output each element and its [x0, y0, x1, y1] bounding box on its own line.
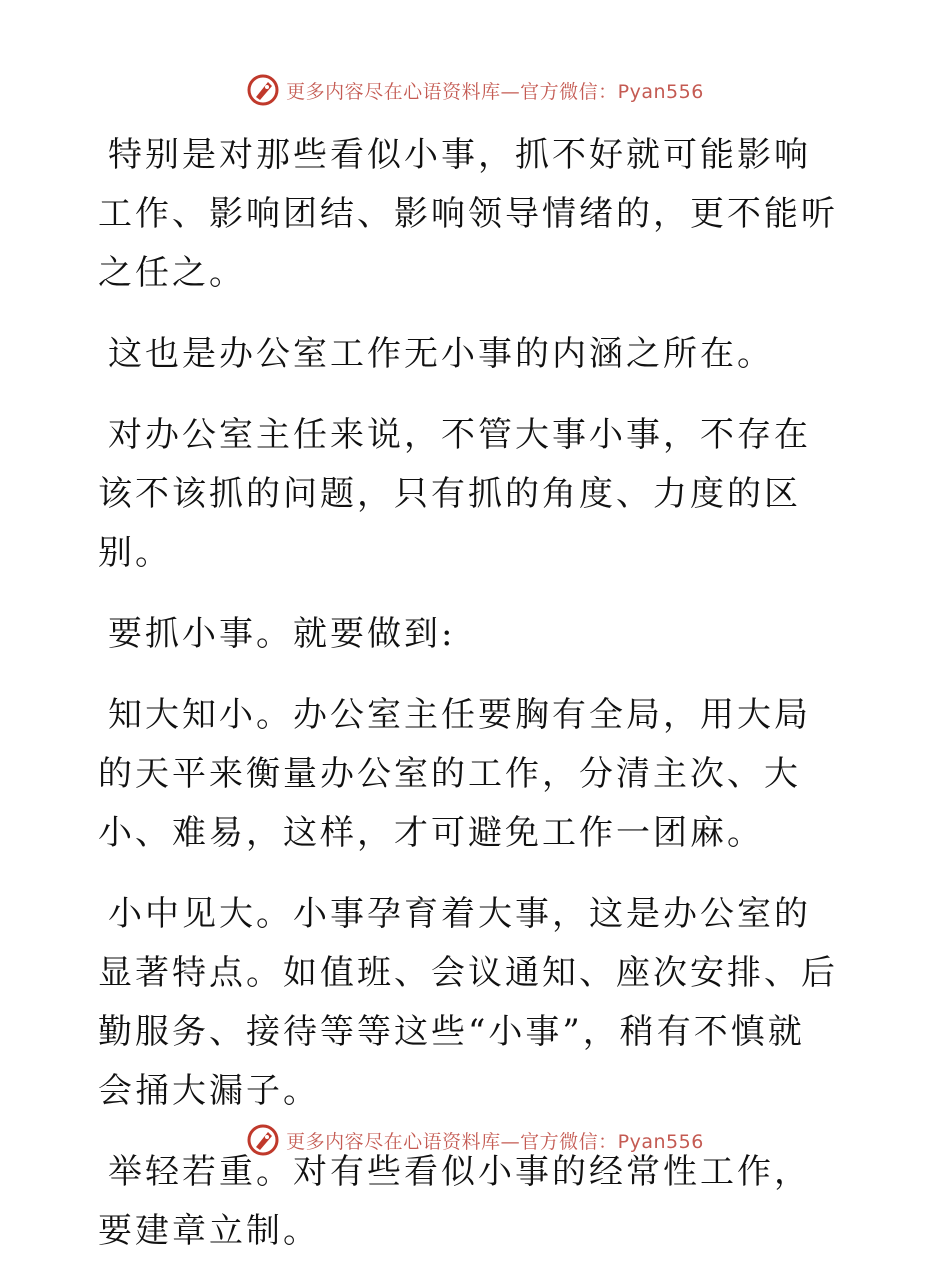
- paragraph-4: 要抓小事。就要做到:: [108, 614, 456, 654]
- paragraph-5: 知大知小。办公室主任要胸有全局，用大局的天平来衡量办公室的工作，分清主次、大小、难易，这样，才可避免工作一团麻。: [98, 695, 811, 853]
- paragraph-1: 特别是对那些看似小事，抓不好就可能影响工作、影响团结、影响领导情绪的，更不能听之任之。: [98, 135, 838, 293]
- document-body: [98, 126, 838, 1283]
- header-watermark: [0, 70, 950, 110]
- paragraph-2: 这也是办公室工作无小事的内涵之所在。: [108, 334, 774, 374]
- pen-nib-circle-icon: [246, 73, 280, 107]
- paragraph-6: 小中见大。小事孕育着大事，这是办公室的显著特点。如值班、会议通知、座次安排、后勤服务、接待等等这些“小事”，稍有不慎就会捅大漏子。: [98, 894, 838, 1111]
- pen-nib-circle-icon: [246, 1123, 280, 1157]
- watermark-text: 更多内容尽在心语资料库—官方微信：Pyan556: [286, 80, 704, 103]
- paragraph-3: 对办公室主任来说，不管大事小事，不存在该不该抓的问题，只有抓的角度、力度的区别。: [98, 415, 811, 573]
- paragraph-7: 举轻若重。对有些看似小事的经常性工作，要建章立制。: [98, 1152, 811, 1251]
- footer-watermark: [0, 1120, 950, 1160]
- watermark-text: 更多内容尽在心语资料库—官方微信：Pyan556: [286, 1130, 704, 1153]
